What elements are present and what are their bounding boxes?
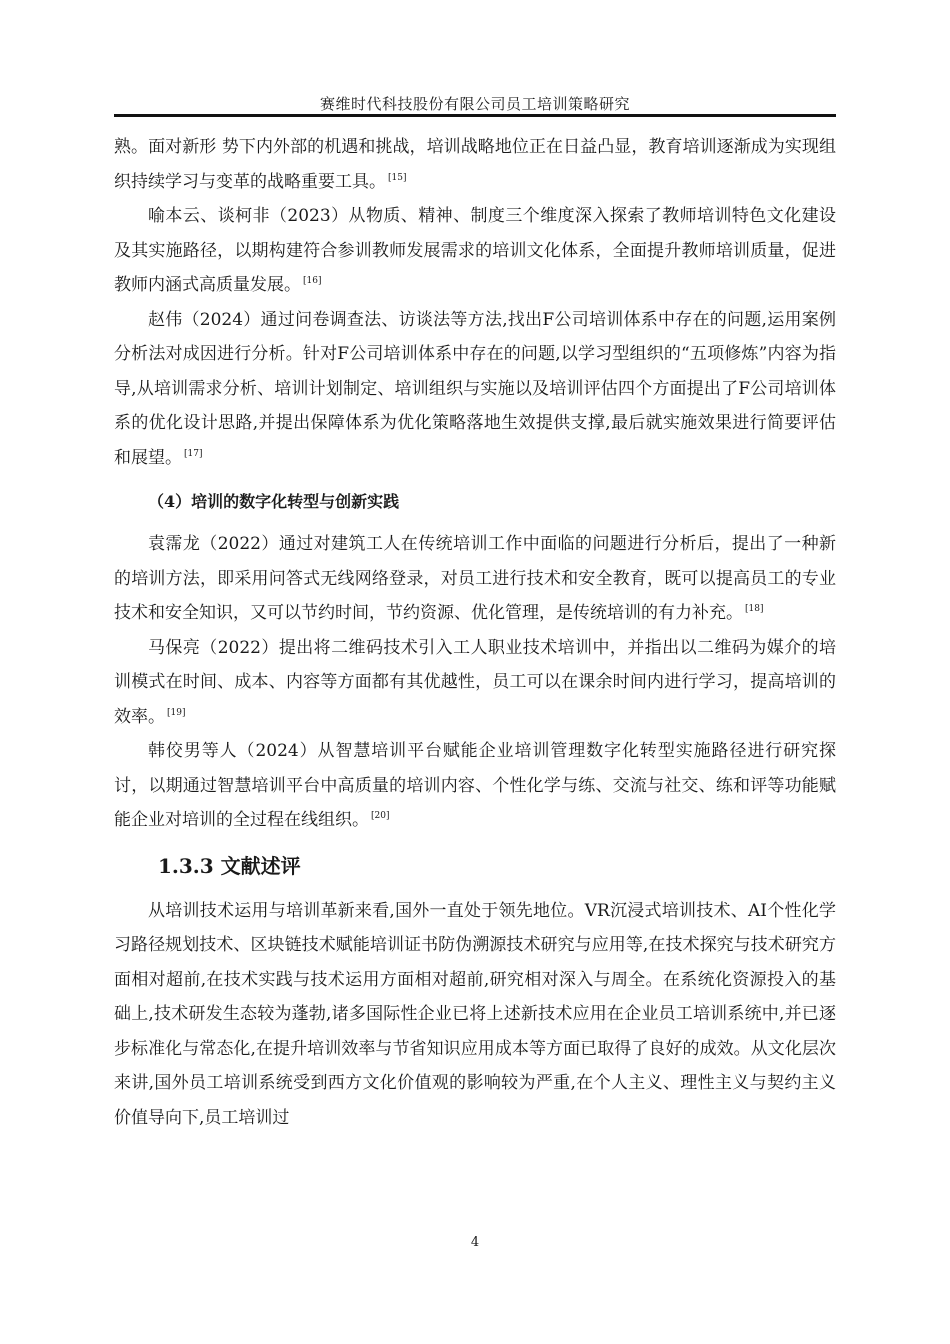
paragraph-text: 从培训技术运用与培训革新来看,国外一直处于领先地位。VR沉浸式培训技术、AI个性化学习路径规划技术、区块链技术赋能培训证书防伪溯源技术研究与应用等,在技术探究与技术研究方面相对超前,在技术实践与技术运用方面相对超前,研究相对深入与周全。在系统化资源投入的基础上,技术研发生态较为蓬勃,诸多国际性企业已将上述新技术应用在企业员工培训系统中,并已逐步标准化与常态化,在提升培训效率与节省知识应用成本等方面已取得了良好的成效。从文化层次来讲,国外员工培训系统受到西方文化价值观的影响较为严重,在个人主义、理性主义与契约主义价值导向下,员工培训过: [114, 900, 836, 1128]
paragraph-text: 熟。面对新形 势下内外部的机遇和挑战，培训战略地位正在日益凸显，教育培训逐渐成为实现组织持续学习与变革的战略重要工具。: [114, 137, 836, 192]
citation-ref: [17]: [184, 448, 203, 459]
paragraph: [114, 894, 836, 1136]
paragraph: [114, 734, 836, 838]
paragraph: [114, 527, 836, 631]
page-number: 4: [470, 1235, 480, 1250]
citation-ref: [19]: [167, 707, 186, 718]
section-heading: 1.3.3 文献述评: [158, 853, 301, 878]
paragraph: [114, 199, 836, 303]
paragraph: [114, 303, 836, 476]
paragraph: [114, 631, 836, 735]
paragraph: [114, 130, 836, 199]
paragraph-text: 袁霈龙（2022）通过对建筑工人在传统培训工作中面临的问题进行分析后，提出了一种新的培训方法，即采用问答式无线网络登录，对员工进行技术和安全教育，既可以提高员工的专业技术和安全知识，又可以节约时间，节约资源、优化管理，是传统培训的有力补充。: [114, 534, 836, 623]
paragraph-text: 喻本云、谈柯非（2023）从物质、精神、制度三个维度深入探索了教师培训特色文化建设及其实施路径，以期构建符合参训教师发展需求的培训文化体系，全面提升教师培训质量，促进教师内涵式高质量发展。: [114, 206, 836, 295]
subsection-heading: （4）培训的数字化转型与创新实践: [148, 492, 400, 511]
running-header: 赛维时代科技股份有限公司员工培训策略研究: [319, 95, 630, 113]
paragraph-text: 马保亮（2022）提出将二维码技术引入工人职业技术培训中，并指出以二维码为媒介的培训模式在时间、成本、内容等方面都有其优越性，员工可以在课余时间内进行学习，提高培训的效率。: [114, 637, 836, 727]
header-rule: [114, 114, 836, 117]
citation-ref: [16]: [303, 276, 322, 286]
citation-ref: [20]: [371, 811, 390, 821]
paragraph-text: 赵伟（2024）通过问卷调查法、访谈法等方法,找出F公司培训体系中存在的问题,运用案例分析法对成因进行分析。针对F公司培训体系中存在的问题,以学习型组织的“五项修炼”内容为指导,从培训需求分析、培训计划制定、培训组织与实施以及培训评估四个方面提出了F公司培训体系的优化设计思路,并提出保障体系为优化策略落地生效提供支撑,最后就实施效果进行简要评估和展望。: [114, 309, 836, 468]
citation-ref: [15]: [388, 172, 407, 183]
page-body: [114, 130, 836, 1135]
paragraph-text: 韩佼男等人（2024）从智慧培训平台赋能企业培训管理数字化转型实施路径进行研究探讨，以期通过智慧培训平台中高质量的培训内容、个性化学与练、交流与社交、练和评等功能赋能企业对培训的全过程在线组织。: [114, 741, 836, 830]
citation-ref: [18]: [745, 604, 764, 614]
